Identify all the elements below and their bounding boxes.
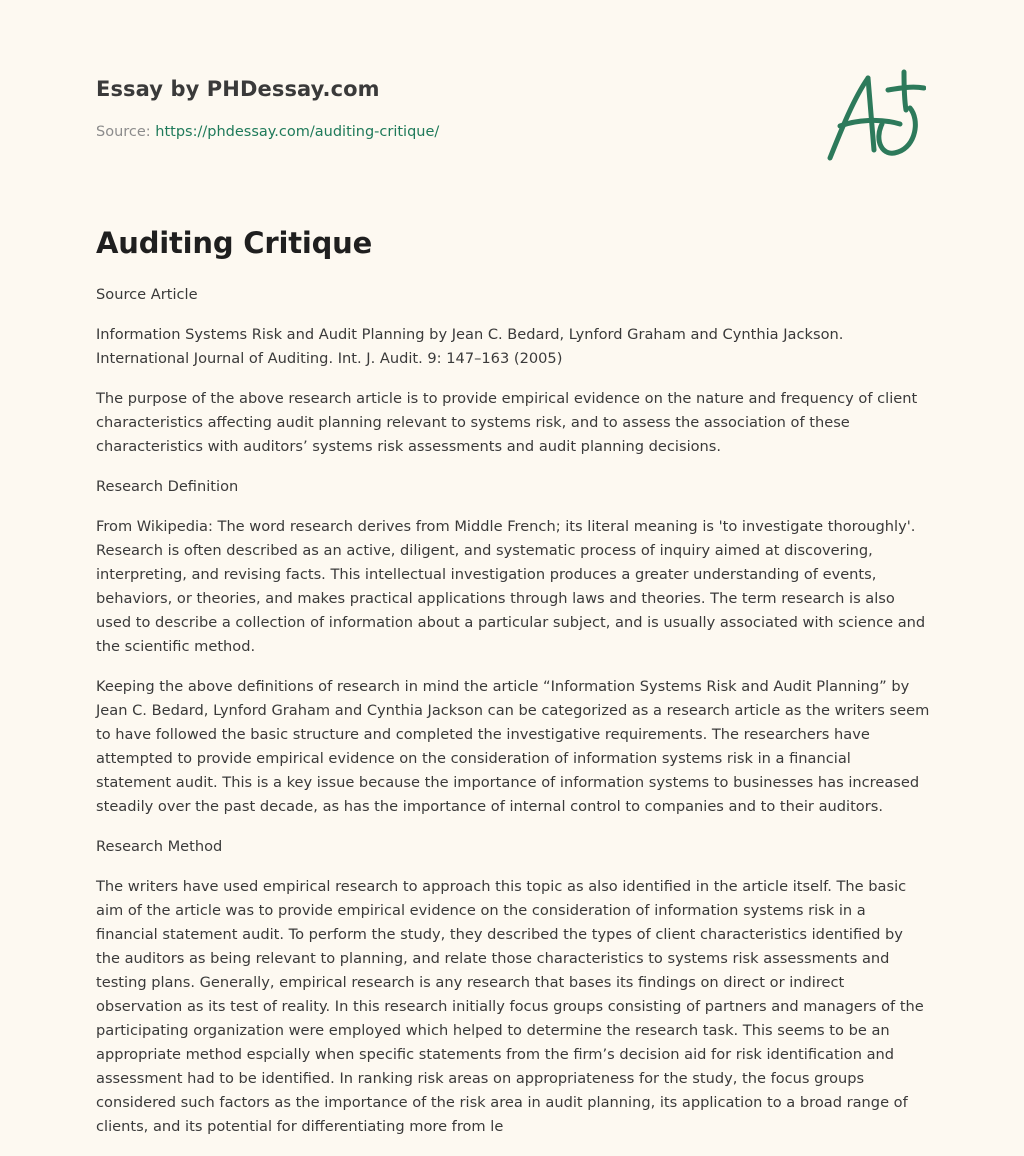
paragraph-wikipedia-definition: From Wikipedia: The word research derives from Middle French; its literal meaning is 'to investigate thoroughly'. Research is often described as an active, diligent, and systematic process of inquiry aimed at discovering, interpreting, and revising facts. This intellectual investigation produces a greater understanding of events, behaviors, or theories, and makes practical applications through laws and theories. The term research is also used to describe a collection of information about a particular subject, and is usually associated with science and the scientific method. xyxy=(96,518,926,655)
paragraph-categorization: Keeping the above definitions of research in mind the article “Information Systems Risk and Audit Planning” by Jean C. Bedard, Lynford Graham and Cynthia Jackson can be categorized as a research article as the writers seem to have followed the basic structure and completed the investigative requirements. The researchers have attempted to provide empirical evidence on the consideration of information systems risk in a financial statement audit. This is a key issue because the importance of information systems to businesses has increased steadily over the past decade, as has the importance of internal control to companies and to their auditors. xyxy=(96,678,930,815)
essay-page xyxy=(96,0,930,1135)
article-citation: Information Systems Risk and Audit Planning by Jean C. Bedard, Lynford Graham and Cynthia Jackson. International Journal of Auditing. Int. J. Audit. 9: 147–163 (2005) xyxy=(96,326,844,367)
essay-body xyxy=(96,283,930,1155)
a-plus-logo-icon xyxy=(824,68,926,164)
page-header xyxy=(96,0,930,200)
site-title: Essay by PHDessay.com xyxy=(96,77,380,101)
paragraph-research-method: The writers have used empirical research to approach this topic as also identified in the article itself. The basic aim of the article was to provide empirical evidence on the consideration of information systems risk in a financial statement audit. To perform the study, they described the types of client characteristics identified by the auditors as being relevant to planning, and relate those characteristics to systems risk assessments and testing plans. Generally, empirical research is any research that bases its findings on direct or indirect observation as its test of reality. In this research initially focus groups consisting of partners and managers of the participating organization were employed which helped to determine the research task. This seems to be an appropriate method espcially when specific statements from the firm’s decision aid for risk identification and assessment had to be identified. In ranking risk areas on appropriateness for the study, the focus groups considered such factors as the importance of the risk area in audit planning, its application to a broad range of clients, and its potential for differentiating more from le xyxy=(96,878,924,1135)
source-line xyxy=(96,124,439,140)
essay-title: Auditing Critique xyxy=(96,226,373,260)
section-label-source-article: Source Article xyxy=(96,286,198,303)
paragraph-purpose: The purpose of the above research article is to provide empirical evidence on the nature and frequency of client characteristics affecting audit planning relevant to systems risk, and to assess the association of these characteristics with auditors’ systems risk assessments and audit planning decisions. xyxy=(96,390,918,455)
source-link[interactable]: https://phdessay.com/auditing-critique/ xyxy=(155,124,440,140)
source-label: Source: xyxy=(96,124,151,140)
section-label-research-method: Research Method xyxy=(96,838,223,855)
section-label-research-definition: Research Definition xyxy=(96,478,239,495)
